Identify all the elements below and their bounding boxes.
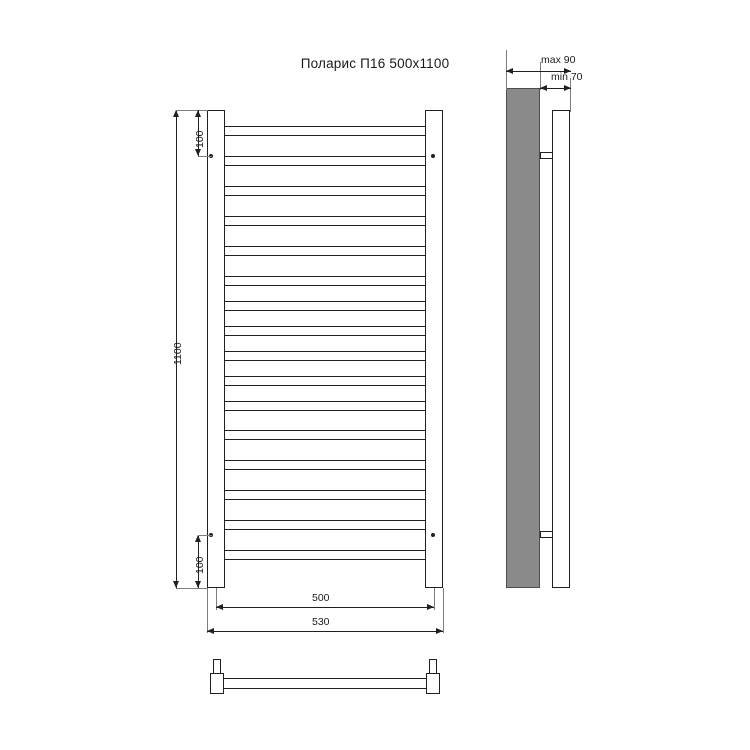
- rung: [224, 126, 426, 136]
- rung: [224, 490, 426, 500]
- top-offset-arrow-top: [195, 110, 201, 117]
- bottom-offset-label: 100: [194, 556, 206, 574]
- rung: [224, 326, 426, 336]
- inner-width-ext-right: [434, 588, 435, 610]
- outer-width-label: 530: [312, 616, 330, 628]
- rung: [224, 430, 426, 440]
- front-right-rail: [425, 110, 443, 588]
- top-offset-label: 100: [194, 130, 206, 148]
- height-ext-top: [176, 110, 208, 111]
- side-view-bracket-bottom: [540, 531, 553, 538]
- rung: [224, 301, 426, 311]
- bottom-offset-arrow-top: [195, 535, 201, 542]
- bottom-offset-arrow-bottom: [195, 581, 201, 588]
- rung: [224, 401, 426, 411]
- top-offset-ext: [198, 156, 212, 157]
- height-arrow-bottom: [173, 581, 179, 588]
- bottom-offset-ext: [198, 535, 212, 536]
- rung: [224, 216, 426, 226]
- inner-width-dimension-line: [216, 607, 434, 608]
- inner-width-label: 500: [312, 592, 330, 604]
- bottom-view-right-stub: [429, 659, 437, 674]
- depth-max-arrow-left: [506, 68, 513, 74]
- inner-width-arrow-left: [216, 604, 223, 610]
- mount-point: [431, 533, 435, 537]
- side-view-wall-panel: [506, 88, 540, 588]
- rung: [224, 276, 426, 286]
- depth-min-arrow-left: [540, 85, 547, 91]
- bottom-view-left-foot: [210, 673, 224, 694]
- rung: [224, 246, 426, 256]
- page-title: Поларис П16 500x1100: [300, 56, 450, 71]
- depth-max-label: max 90: [541, 54, 576, 66]
- outer-width-ext-right: [443, 588, 444, 633]
- rung: [224, 156, 426, 166]
- rung: [224, 550, 426, 560]
- rung: [224, 520, 426, 530]
- inner-width-arrow-right: [427, 604, 434, 610]
- rung: [224, 376, 426, 386]
- mount-point: [431, 154, 435, 158]
- depth-min-label: min 70: [551, 71, 583, 83]
- height-ext-bottom: [176, 588, 208, 589]
- rung: [224, 460, 426, 470]
- rung: [224, 351, 426, 361]
- outer-width-ext-left: [207, 588, 208, 633]
- depth-ext-right: [570, 78, 571, 112]
- bottom-view-crossbar: [218, 678, 432, 689]
- bottom-view-right-foot: [426, 673, 440, 694]
- side-view-rail: [552, 110, 570, 588]
- depth-min-arrow-right: [564, 85, 571, 91]
- height-arrow-top: [173, 110, 179, 117]
- rung: [224, 186, 426, 196]
- outer-width-arrow-left: [207, 628, 214, 634]
- bottom-view-left-stub: [213, 659, 221, 674]
- outer-width-dimension-line: [207, 631, 443, 632]
- height-dimension-label: 1100: [172, 342, 184, 365]
- top-offset-arrow-bottom: [195, 149, 201, 156]
- side-view-bracket-top: [540, 152, 553, 159]
- front-left-rail: [207, 110, 225, 588]
- outer-width-arrow-right: [436, 628, 443, 634]
